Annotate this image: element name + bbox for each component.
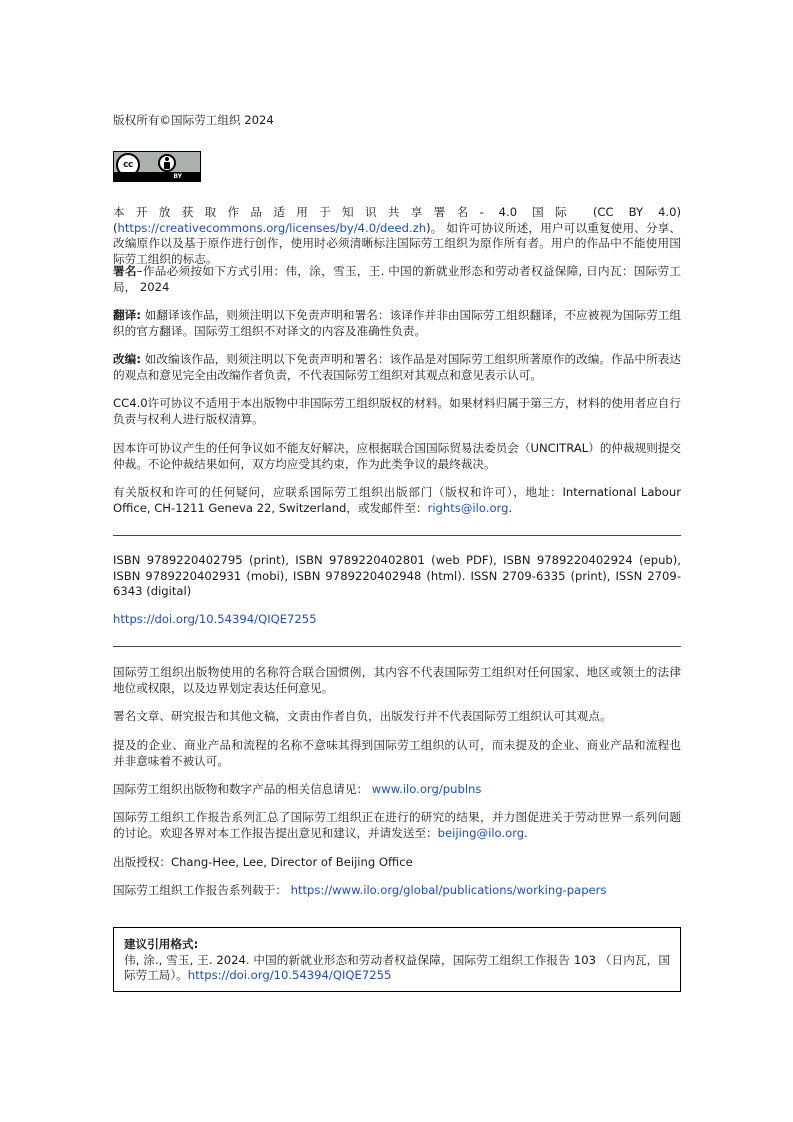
publications-link[interactable]: www.ilo.org/publns (371, 782, 482, 796)
contact-paragraph: 有关版权和许可的任何疑问，应联系国际劳工组织出版部门（版权和许可），地址：International Labour Office, CH-1211 Geneva 22, Switzerland，或发邮件至：rights@ilo.org. (113, 485, 681, 515)
rights-email-link[interactable]: rights@ilo.org (427, 500, 509, 515)
divider (113, 646, 681, 647)
divider (113, 535, 681, 536)
authorization-paragraph: 出版授权：Chang-Hee, Lee, Director of Beijing Office (113, 855, 413, 869)
cc-icon: cc (116, 153, 140, 177)
working-paper-paragraph: 国际劳工组织工作报告系列汇总了国际劳工组织正在进行的研究的结果，并力图促进关于劳动世界一系列问题的讨论。欢迎各界对本工作报告提出意见和建议，并请发送至：beijing@ilo.org. (113, 810, 681, 840)
attribution-person-icon (158, 154, 176, 172)
doi-link[interactable]: https://doi.org/10.54394/QIQE7255 (113, 612, 317, 626)
beijing-email-link[interactable]: beijing@ilo.org (437, 825, 525, 840)
disclaimer-paragraph: 国际劳工组织出版物使用的名称符合联合国惯例，其内容不代表国际劳工组织对任何国家、地区或领土的法律地位或权限，以及边界划定表达任何意见。 (113, 665, 681, 695)
attribution-label: 署名 (113, 264, 137, 278)
citation-doi-link[interactable]: https://doi.org/10.54394/QIQE7255 (187, 968, 392, 982)
cc-by-license-badge[interactable] (113, 151, 201, 182)
license-link[interactable]: https://creativecommons.org/licenses/by/4.0/deed.zh (117, 220, 427, 235)
copyright-notice (113, 113, 681, 129)
license-paragraph: 本开放获取作品适用于知识共享署名- 4.0 国际 (CC BY 4.0) (https://creativecommons.org/licenses/by/4.0/deed.zh)。 如许可协议所述，用户可以重复使用、分享、改编原作以及基于原作进行创作，使用时必须清晰标注国际劳工组织为原作所有者。用户的作品中不能使用国际劳工组织的标志。 (113, 205, 681, 266)
disputes-paragraph: 因本许可协议产生的任何争议如不能友好解决，应根据联合国国际贸易法委员会（UNCITRAL）的仲裁规则提交仲裁。不论仲裁结果如何，双方均应受其约束，作为此类争议的最终裁决。 (113, 441, 681, 471)
series-paragraph: 国际劳工组织工作报告系列载于： https://www.ilo.org/global/publications/working-papers (113, 883, 607, 897)
working-papers-link[interactable]: https://www.ilo.org/global/publications/working-papers (290, 883, 607, 897)
third-party-paragraph: CC4.0许可协议不适用于本出版物中非国际劳工组织版权的材料。如果材料归属于第三方，材料的使用者应自行负责与权利人进行版权清算。 (113, 396, 681, 426)
adaptation-paragraph: 改编: 如改编该作品，则须注明以下免责声明和署名：该作品是对国际劳工组织所著原作的改编。作品中所表达的观点和意见完全由改编作者负责，不代表国际劳工组织对其观点和意见表示认可。 (113, 352, 681, 382)
isbn-paragraph: ISBN 9789220402795 (print), ISBN 9789220402801 (web PDF), ISBN 9789220402924 (epub), ISBN 9789220402931 (mobi), ISBN 9789220402948 (html). ISSN 2709-6335 (print), ISSN 2709-6343 (digital) (113, 553, 681, 598)
citation-box (113, 927, 681, 992)
badge-strip (114, 172, 200, 181)
disclaimer-paragraph: 提及的企业、商业产品和流程的名称不意味其得到国际劳工组织的认可，而未提及的企业、商业产品和流程也并非意味着不被认可。 (113, 738, 681, 768)
doi-paragraph (113, 612, 681, 628)
translation-paragraph: 翻译: 如翻译该作品，则须注明以下免责声明和署名：该译作并非由国际劳工组织翻译，不应被视为国际劳工组织的官方翻译。国际劳工组织不对译文的内容及准确性负责。 (113, 308, 681, 338)
adaptation-label: 改编: (113, 352, 141, 366)
publications-paragraph: 国际劳工组织出版物和数字产品的相关信息请见： www.ilo.org/publns (113, 782, 482, 796)
translation-label: 翻译: (113, 308, 141, 322)
citation-text: 伟, 涂., 雪玉, 王. 2024. 中国的新就业形态和劳动者权益保障，国际劳工组织工作报告 103 （日内瓦，国际劳工局）。 (124, 952, 670, 982)
copyright-text: 版权所有©国际劳工组织 2024 (113, 113, 274, 127)
disclaimer-paragraph: 署名文章、研究报告和其他文稿，文责由作者自负，出版发行并不代表国际劳工组织认可其观点。 (113, 709, 612, 723)
attribution-paragraph: 署名–作品必须按如下方式引用：伟，涂，雪玉，王. 中国的新就业形态和劳动者权益保障, 日内瓦：国际劳工局， 2024 (113, 264, 681, 294)
by-label: BY (173, 173, 182, 180)
citation-title: 建议引用格式: (124, 937, 199, 951)
